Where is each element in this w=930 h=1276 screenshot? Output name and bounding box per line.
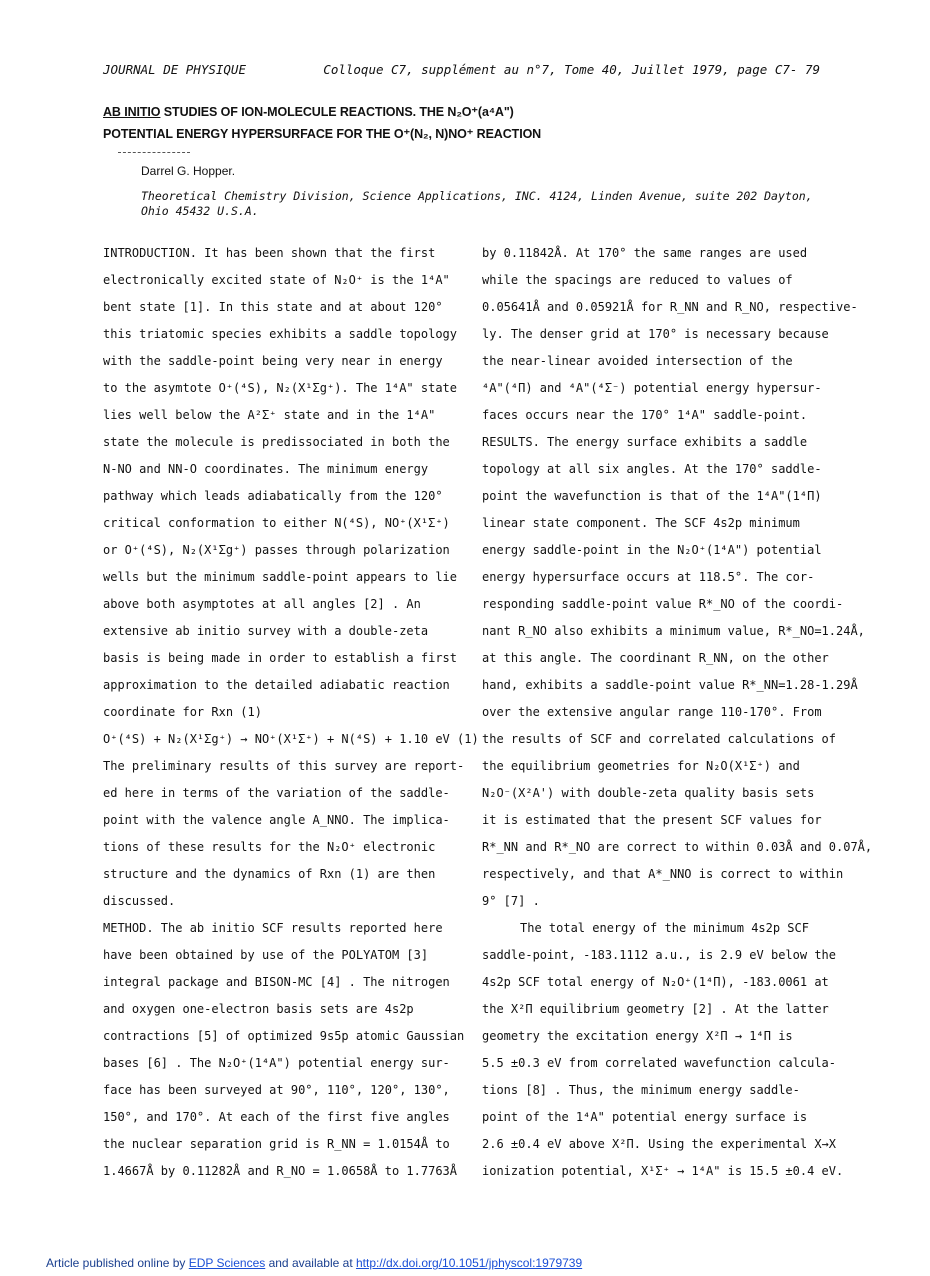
text-line: ed here in terms of the variation of the saddle- [103,786,450,800]
text-line: critical conformation to either N(⁴S), NO⁺(X¹Σ⁺) [103,516,450,530]
text-line: by 0.11842Å. At 170° the same ranges are used [482,246,808,260]
text-line: geometry the excitation energy X²Π → 1⁴Π is [482,1029,793,1043]
text-line: RESULTS. The energy surface exhibits a saddle [482,435,808,449]
text-line: have been obtained by use of the POLYATOM [3] [103,948,429,962]
text-line: 150°, and 170°. At each of the first five angles [103,1110,450,1124]
text-line: the X²Π equilibrium geometry [2] . At the latter [482,1002,829,1016]
text-line: N-NO and NN-O coordinates. The minimum energy [103,462,429,476]
journal-name: JOURNAL DE PHYSIQUE [103,62,246,77]
text-line: this triatomic species exhibits a saddle topology [103,327,458,341]
text-line: face has been surveyed at 90°, 110°, 120°, 130°, [103,1083,450,1097]
text-line: lies well below the A²Σ⁺ state and in the 1⁴A" [103,408,436,422]
text-line: topology at all six angles. At the 170° saddle- [482,462,822,476]
text-line: point of the 1⁴A" potential energy surface is [482,1110,808,1124]
text-line: approximation to the detailed adiabatic reaction [103,678,450,692]
footer-prefix: Article published online by [46,1256,189,1270]
text-line: nant R_NO also exhibits a minimum value, R*_NO=1.24Å, [482,624,865,638]
text-line: above both asymptotes at all angles [2] . An [103,597,421,611]
text-line: it is estimated that the present SCF values for [482,813,822,827]
title-divider [118,152,190,153]
text-line: bent state [1]. In this state and at about 120° [103,300,443,314]
text-line: hand, exhibits a saddle-point value R*_NN=1.28-1.29Å [482,678,858,692]
text-line: discussed. [103,894,176,908]
text-line: 9° [7] . [482,894,540,908]
text-line: point with the valence angle A_NNO. The implica- [103,813,450,827]
text-line: INTRODUCTION. It has been shown that the first [103,246,436,260]
text-line: bases [6] . The N₂O⁺(1⁴A") potential energy sur- [103,1056,450,1070]
colloque-reference: Colloque C7, supplément au n°7, Tome 40, Juillet 1979, page C7- 79 [323,62,820,77]
text-line: The total energy of the minimum 4s2p SCF [520,921,809,935]
text-line: to the asymtote O⁺(⁴S), N₂(X¹Σg⁺). The 1⁴A" state [103,381,458,395]
text-line: the near-linear avoided intersection of the [482,354,793,368]
title-line-1 [103,104,514,119]
text-line: 5.5 ±0.3 eV from correlated wavefunction calcula- [482,1056,837,1070]
text-line: linear state component. The SCF 4s2p minimum [482,516,800,530]
text-line: 4s2p SCF total energy of N₂O⁺(1⁴Π), -183.0061 at [482,975,829,989]
text-line: integral package and BISON-MC [4] . The nitrogen [103,975,450,989]
text-line: energy hypersurface occurs at 118.5°. The cor- [482,570,815,584]
text-line: tions [8] . Thus, the minimum energy saddle- [482,1083,800,1097]
text-line: while the spacings are reduced to values of [482,273,793,287]
text-line: respectively, and that A*_NNO is correct to within [482,867,844,881]
text-line: faces occurs near the 170° 1⁴A" saddle-point. [482,408,808,422]
footer-middle: and available at [265,1256,356,1270]
text-line: coordinate for Rxn (1) [103,705,262,719]
text-line: the nuclear separation grid is R_NN = 1.0154Å to [103,1137,450,1151]
text-line: energy saddle-point in the N₂O⁺(1⁴A") potential [482,543,822,557]
text-line: 2.6 ±0.4 eV above X²Π. Using the experimental X→X [482,1137,837,1151]
text-line: tions of these results for the N₂O⁺ electronic [103,840,436,854]
publication-footer [46,1256,582,1270]
text-line: structure and the dynamics of Rxn (1) are then [103,867,436,881]
text-line: or O⁺(⁴S), N₂(X¹Σg⁺) passes through polarization [103,543,450,557]
text-line: R*_NN and R*_NO are correct to within 0.03Å and 0.07Å, [482,840,873,854]
text-line: ⁴A"(⁴Π) and ⁴A"(⁴Σ⁻) potential energy hypersur- [482,381,822,395]
author-affiliation: Theoretical Chemistry Division, Science Applications, INC. 4124, Linden Avenue, suite 202 Dayton, Ohio 45432 U.S.A. [141,189,813,218]
text-line: state the molecule is predissociated in both the [103,435,450,449]
text-line: the results of SCF and correlated calculations of [482,732,837,746]
text-line: ly. The denser grid at 170° is necessary because [482,327,829,341]
text-line: saddle-point, -183.1112 a.u., is 2.9 eV below the [482,948,837,962]
text-line: N₂O⁻(X²A') with double-zeta quality basis sets [482,786,815,800]
text-line: extensive ab initio survey with a double-zeta [103,624,429,638]
text-line: over the extensive angular range 110-170°. From [482,705,822,719]
text-line: contractions [5] of optimized 9s5p atomic Gaussian [103,1029,465,1043]
text-line: basis is being made in order to establish a first [103,651,458,665]
text-line: the equilibrium geometries for N₂O(X¹Σ⁺) and [482,759,800,773]
text-line: pathway which leads adiabatically from the 120° [103,489,443,503]
text-line: wells but the minimum saddle-point appears to lie [103,570,458,584]
text-line: at this angle. The coordinant R_NN, on the other [482,651,829,665]
text-line: The preliminary results of this survey are report- [103,759,465,773]
text-line: ionization potential, X¹Σ⁺ → 1⁴A" is 15.5 ±0.4 eV. [482,1164,844,1178]
text-line: responding saddle-point value R*_NO of the coordi- [482,597,844,611]
publisher-link[interactable]: EDP Sciences [188,1256,266,1270]
text-line: 1.4667Å by 0.11282Å and R_NO = 1.0658Å to 1.7763Å [103,1164,458,1178]
text-line: 0.05641Å and 0.05921Å for R_NN and R_NO, respective- [482,300,858,314]
text-line: point the wavefunction is that of the 1⁴A"(1⁴Π) [482,489,822,503]
text-line: with the saddle-point being very near in energy [103,354,443,368]
author-name: Darrel G. Hopper. [141,164,236,178]
right-text-column [482,240,873,1185]
text-line: electronically excited state of N₂O⁺ is the 1⁴A" [103,273,450,287]
title-line-1-rest: STUDIES OF ION-MOLECULE REACTIONS. THE N₂O⁺(a⁴A") [160,105,514,119]
left-text-column [103,240,479,1185]
title-line-2: POTENTIAL ENERGY HYPERSURFACE FOR THE O⁺(N₂, N)NO⁺ REACTION [103,127,542,141]
doi-link[interactable]: http://dx.doi.org/10.1051/jphyscol:1979739 [355,1256,583,1270]
text-line: METHOD. The ab initio SCF results reported here [103,921,443,935]
title-ab-initio: AB INITIO [103,105,161,119]
text-line: and oxygen one-electron basis sets are 4s2p [103,1002,414,1016]
text-line: O⁺(⁴S) + N₂(X¹Σg⁺) → NO⁺(X¹Σ⁺) + N(⁴S) + 1.10 eV (1) [103,732,479,746]
